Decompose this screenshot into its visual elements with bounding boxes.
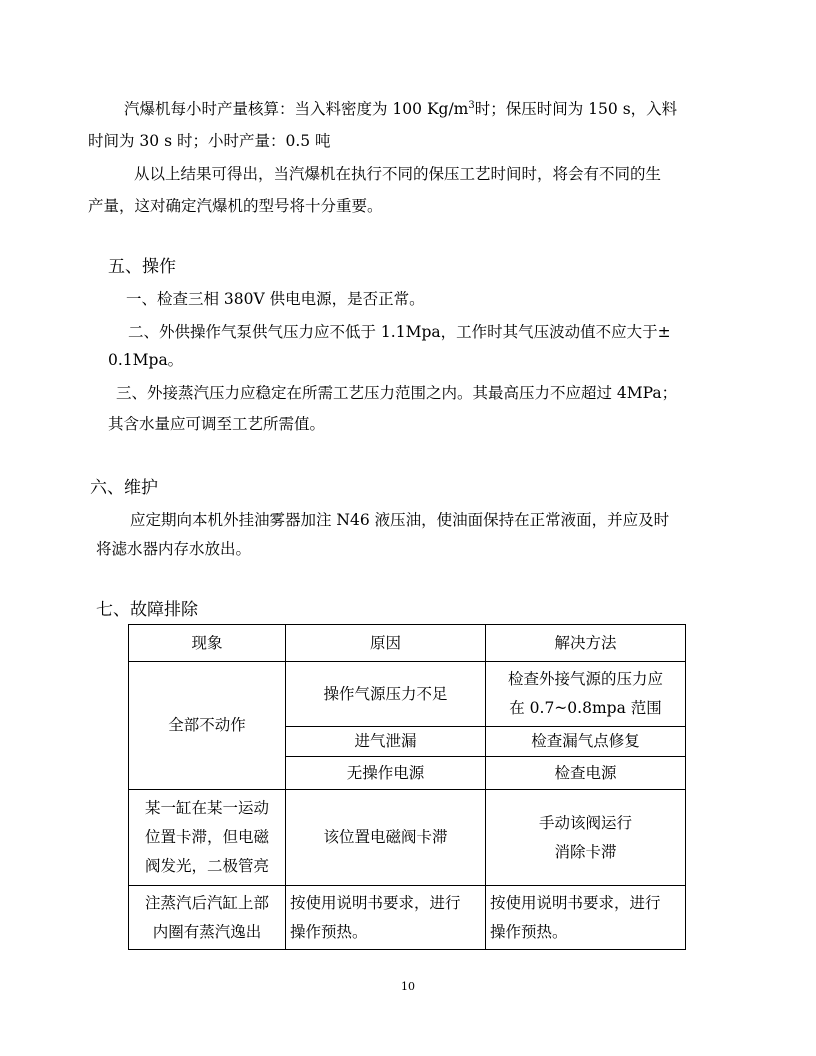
solution-check-power: 检查电源 <box>486 757 686 790</box>
solution-text-line: 在 0.7~0.8mpa 范围 <box>509 699 662 717</box>
symptom-steam-leak <box>129 886 286 950</box>
production-calc-line-2: 时间为 30 s 时；小时产量：0.5 吨 <box>88 132 331 150</box>
solution-text-line: 检查外接气源的压力应 <box>507 670 663 688</box>
cause-valve-stuck: 该位置电磁阀卡滞 <box>286 790 486 886</box>
solution-preheat <box>486 886 686 950</box>
symptom-text-line: 阀发光，二极管亮 <box>144 857 269 875</box>
cause-preheat <box>286 886 486 950</box>
table-row <box>129 886 686 950</box>
solution-check-air-pressure <box>486 662 686 727</box>
table-row <box>129 662 686 727</box>
cause-text-line: 操作预热。 <box>290 922 368 941</box>
section-7-title: 七、故障排除 <box>96 600 198 620</box>
cause-air-leak: 进气泄漏 <box>286 727 486 757</box>
solution-text-line: 操作预热。 <box>490 922 568 941</box>
operation-item-2-line-1: 二、外供操作气泵供气压力应不低于 1.1Mpa，工作时其气压波动值不应大于± <box>128 323 671 341</box>
troubleshooting-table <box>128 624 686 950</box>
solution-text-line: 按使用说明书要求，进行 <box>490 893 661 912</box>
solution-fix-leak: 检查漏气点修复 <box>486 727 686 757</box>
production-calc-text-a: 汽爆机每小时产量核算：当入料密度为 100 Kg/m <box>124 100 469 118</box>
operation-item-3-line-1: 三、外接蒸汽压力应稳定在所需工艺压力范围之内。其最高压力不应超过 4MPa； <box>116 384 678 402</box>
production-calc-text-b: 时；保压时间为 150 s，入料 <box>474 100 678 118</box>
symptom-cylinder-stuck <box>129 790 286 886</box>
unit-superscript: 3 <box>468 100 475 111</box>
symptom-text-line: 内圈有蒸汽逸出 <box>152 922 262 941</box>
symptom-all-stopped: 全部不动作 <box>129 662 286 790</box>
solution-text-line: 手动该阀运行 <box>538 813 632 832</box>
page-number: 10 <box>401 980 415 993</box>
symptom-text-line: 注蒸汽后汽缸上部 <box>144 893 269 912</box>
maintenance-line-2: 将滤水器内存水放出。 <box>96 540 252 558</box>
cause-low-air-pressure: 操作气源压力不足 <box>286 662 486 727</box>
symptom-text-line: 某一缸在某一运动 <box>144 799 269 817</box>
operation-item-2-line-2: 0.1Mpa。 <box>108 351 184 369</box>
conclusion-line-2: 产量，这对确定汽爆机的型号将十分重要。 <box>88 197 383 215</box>
solution-text-line: 消除卡滞 <box>554 842 617 861</box>
section-5-title: 五、操作 <box>108 257 176 277</box>
table-row <box>129 790 686 886</box>
production-calc-line-1 <box>124 99 677 119</box>
maintenance-line-1: 应定期向本机外挂油雾器加注 N46 液压油，使油面保持在正常液面，并应及时 <box>130 511 670 529</box>
table-header-row <box>129 625 686 662</box>
header-cause: 原因 <box>286 625 486 662</box>
cause-text-line: 按使用说明书要求，进行 <box>290 893 461 912</box>
header-solution: 解决方法 <box>486 625 686 662</box>
solution-manual-valve <box>486 790 686 886</box>
symptom-text-line: 位置卡滞，但电磁 <box>144 828 269 846</box>
operation-item-3-line-2: 其含水量应可调至工艺所需值。 <box>108 415 326 433</box>
operation-item-1: 一、检查三相 380V 供电电源，是否正常。 <box>126 290 425 308</box>
section-6-title: 六、维护 <box>90 478 158 498</box>
conclusion-line-1: 从以上结果可得出，当汽爆机在执行不同的保压工艺时间时，将会有不同的生 <box>134 165 662 183</box>
cause-no-power: 无操作电源 <box>286 757 486 790</box>
header-symptom: 现象 <box>129 625 286 662</box>
